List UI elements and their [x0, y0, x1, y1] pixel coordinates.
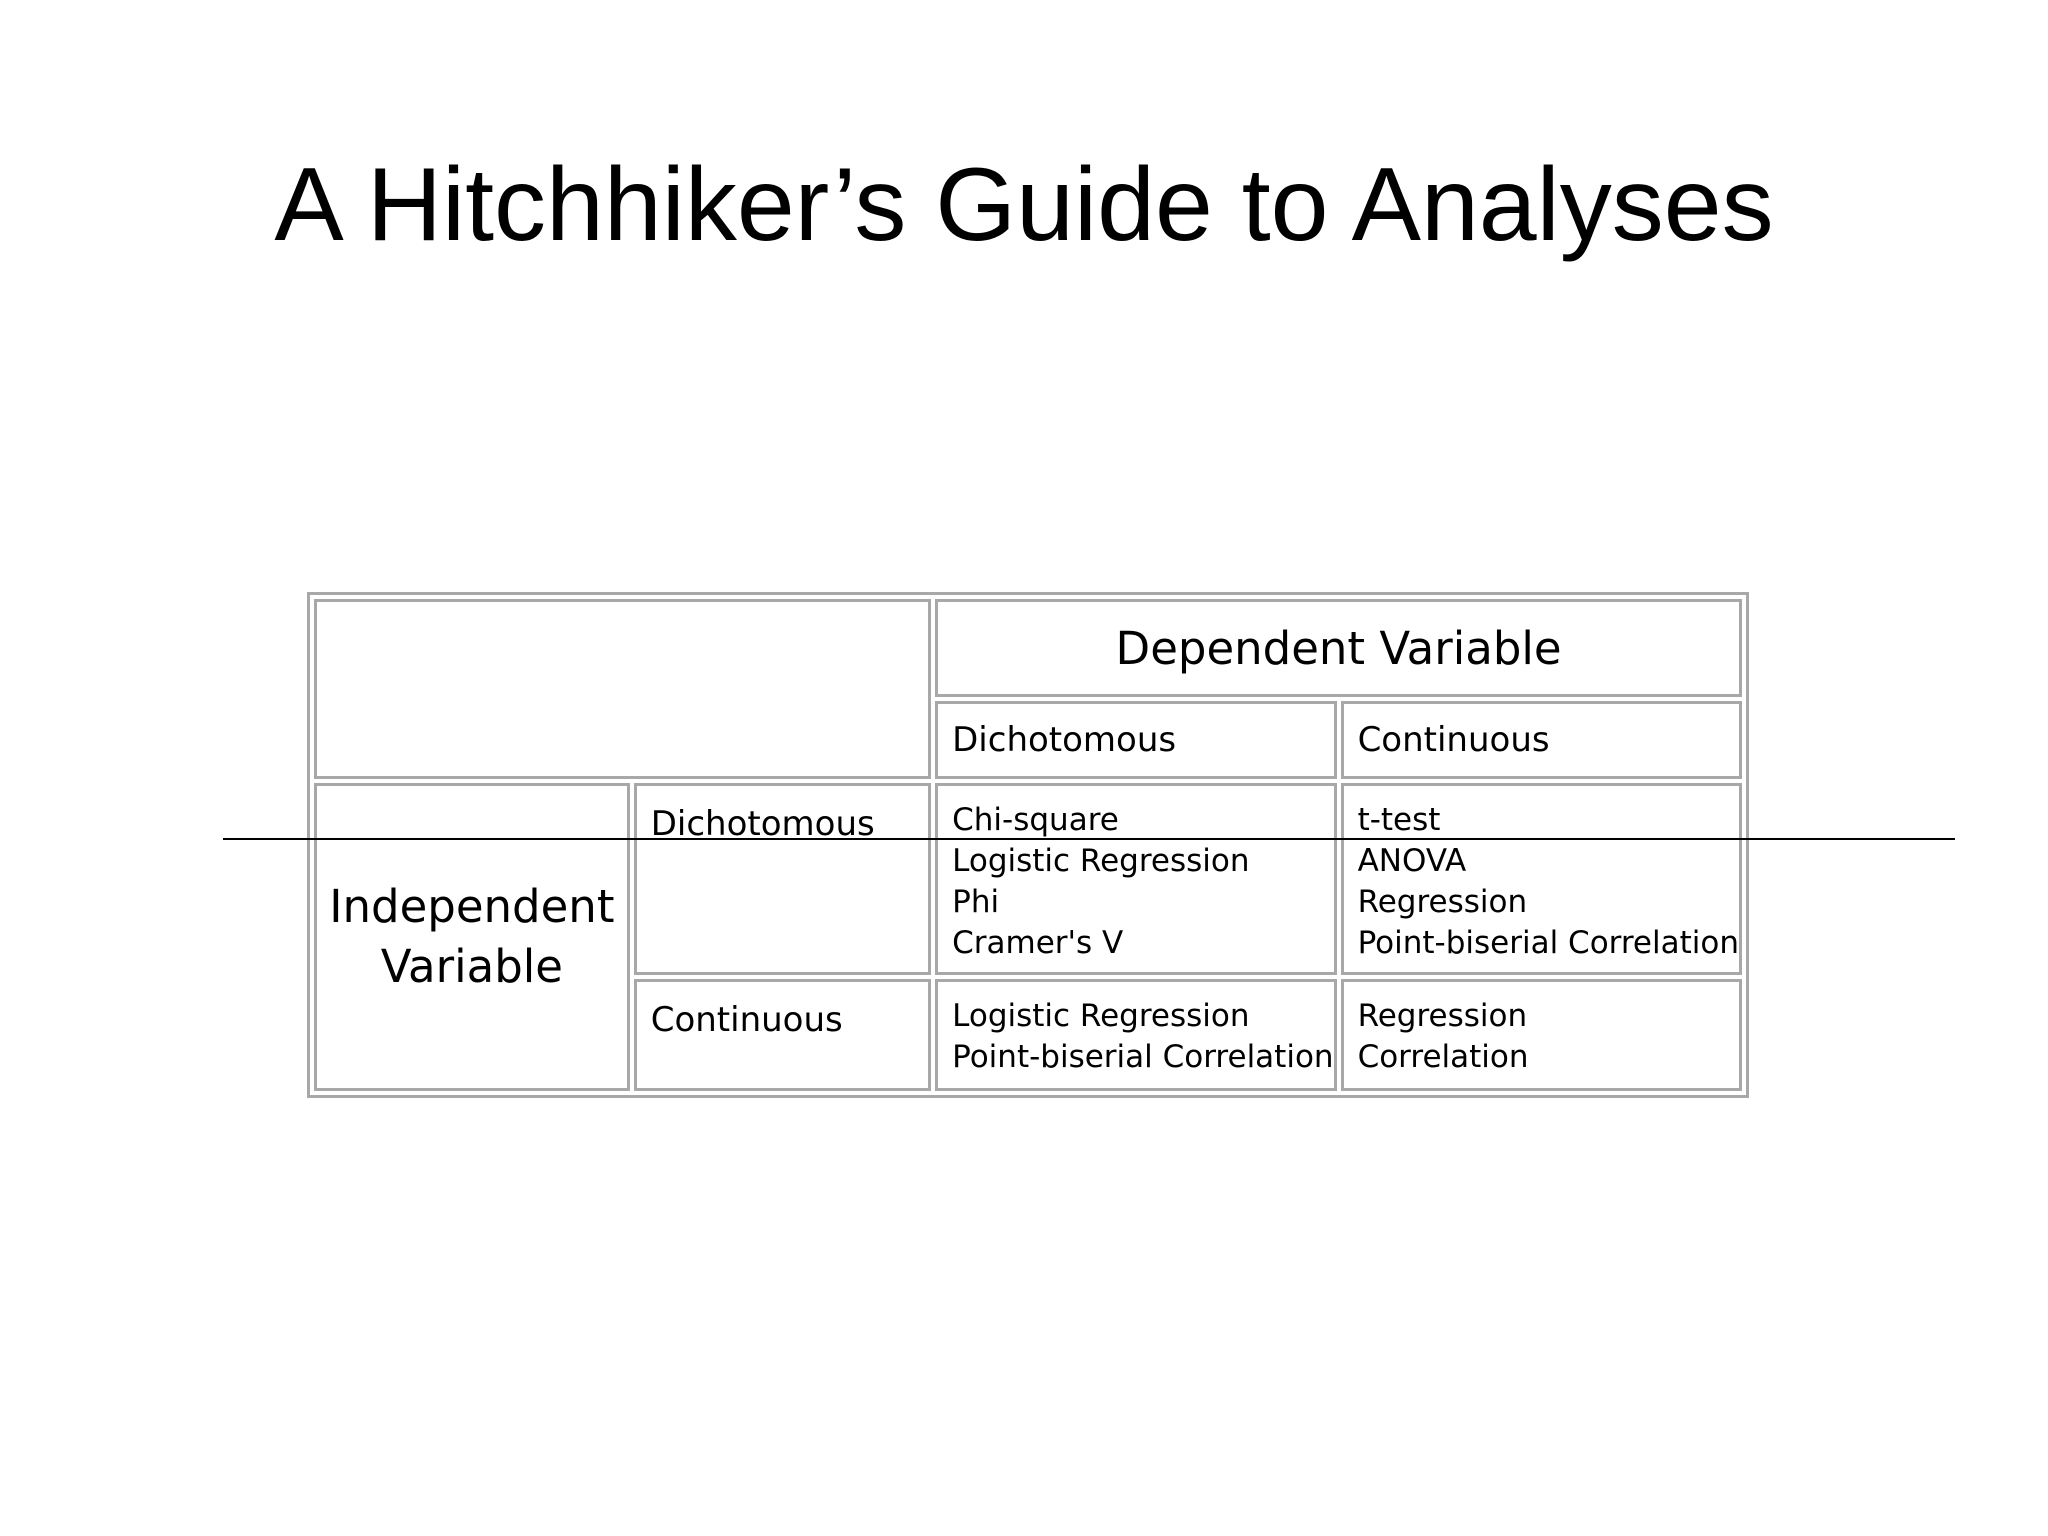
- analysis-guide-table: [307, 592, 1749, 1098]
- independent-variable-header: [314, 783, 630, 1091]
- analysis-item: Logistic Regression: [952, 843, 1250, 879]
- analysis-item: t-test: [1357, 802, 1441, 838]
- analysis-item: Cramer's V: [952, 925, 1124, 961]
- cell-cont-dich: [935, 979, 1336, 1091]
- independent-row-dichotomous: Dichotomous: [634, 783, 931, 975]
- independent-row-continuous: Continuous: [634, 979, 931, 1091]
- analysis-item: Regression: [1357, 998, 1528, 1034]
- empty-corner-cell: [314, 599, 931, 779]
- analysis-item: Regression: [1357, 884, 1528, 920]
- analysis-item: ANOVA: [1357, 843, 1467, 879]
- dependent-col-dichotomous: Dichotomous: [935, 701, 1336, 779]
- horizontal-divider-line: [223, 838, 1955, 840]
- analysis-item: Chi-square: [952, 802, 1119, 838]
- dependent-col-continuous: Continuous: [1341, 701, 1742, 779]
- analysis-item: Correlation: [1357, 1039, 1529, 1075]
- analysis-item: Point-biserial Correlation: [952, 1039, 1334, 1075]
- independent-header-line1: Independent: [329, 880, 615, 933]
- slide-title: A Hitchhiker’s Guide to Analyses: [274, 147, 1774, 263]
- analysis-item: Point-biserial Correlation: [1357, 925, 1739, 961]
- analysis-item: Phi: [952, 884, 1000, 920]
- analysis-item: Logistic Regression: [952, 998, 1250, 1034]
- cell-dich-dich: [935, 783, 1336, 975]
- independent-header-line2: Variable: [380, 940, 563, 993]
- dependent-variable-header: Dependent Variable: [935, 599, 1742, 697]
- cell-dich-cont: [1341, 783, 1742, 975]
- cell-cont-cont: [1341, 979, 1742, 1091]
